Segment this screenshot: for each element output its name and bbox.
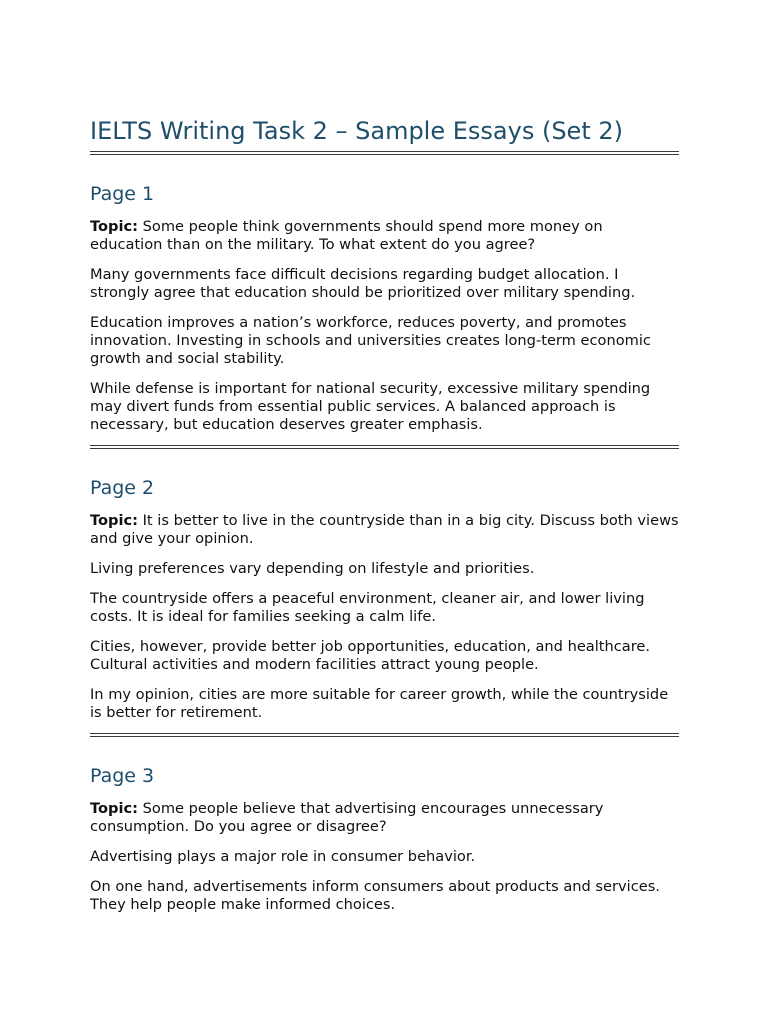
topic-text: It is better to live in the countryside than in a big city. Discuss both views and give your opinion.	[90, 512, 679, 547]
essay-paragraph: Education improves a nation’s workforce, reduces poverty, and promotes innovation. Investing in schools and universities creates long-term economic growth and social stability.	[90, 314, 651, 367]
topic-label: Topic:	[90, 800, 138, 817]
title-divider	[90, 151, 679, 155]
essay-paragraph: While defense is important for national security, excessive military spending may divert funds from essential public services. A balanced approach is necessary, but education deserves greater emphasis.	[90, 380, 651, 433]
essay-paragraph: In my opinion, cities are more suitable for career growth, while the countryside is better for retirement.	[90, 686, 669, 721]
essay-paragraph: Advertising plays a major role in consumer behavior.	[90, 848, 476, 865]
topic-label: Topic:	[90, 512, 138, 529]
essay-page-2	[90, 475, 679, 734]
essay-page-3	[90, 763, 679, 926]
essay-paragraph: Living preferences vary depending on lifestyle and priorities.	[90, 560, 535, 577]
document-title: IELTS Writing Task 2 – Sample Essays (Set 2)	[90, 117, 623, 145]
page-divider	[90, 733, 679, 737]
essay-paragraph: Cities, however, provide better job opportunities, education, and healthcare. Cultural activities and modern facilities attract young people.	[90, 638, 651, 673]
topic-label: Topic:	[90, 218, 138, 235]
page-heading: Page 1	[90, 183, 155, 205]
essay-paragraph: Many governments face difficult decisions regarding budget allocation. I strongly agree that education should be prioritized over military spending.	[90, 266, 636, 301]
essay-paragraph: The countryside offers a peaceful environment, cleaner air, and lower living costs. It is ideal for families seeking a calm life.	[90, 590, 645, 625]
page-heading: Page 3	[90, 765, 155, 787]
topic-paragraph	[90, 218, 679, 254]
page-heading: Page 2	[90, 477, 155, 499]
topic-text: Some people believe that advertising encourages unnecessary consumption. Do you agree or disagree?	[90, 800, 604, 835]
essay-paragraph: On one hand, advertisements inform consumers about products and services. They help people make informed choices.	[90, 878, 660, 913]
topic-text: Some people think governments should spend more money on education than on the military. To what extent do you agree?	[90, 218, 603, 253]
topic-paragraph	[90, 800, 679, 836]
essay-page-1	[90, 181, 679, 446]
page-divider	[90, 445, 679, 449]
topic-paragraph	[90, 512, 679, 548]
